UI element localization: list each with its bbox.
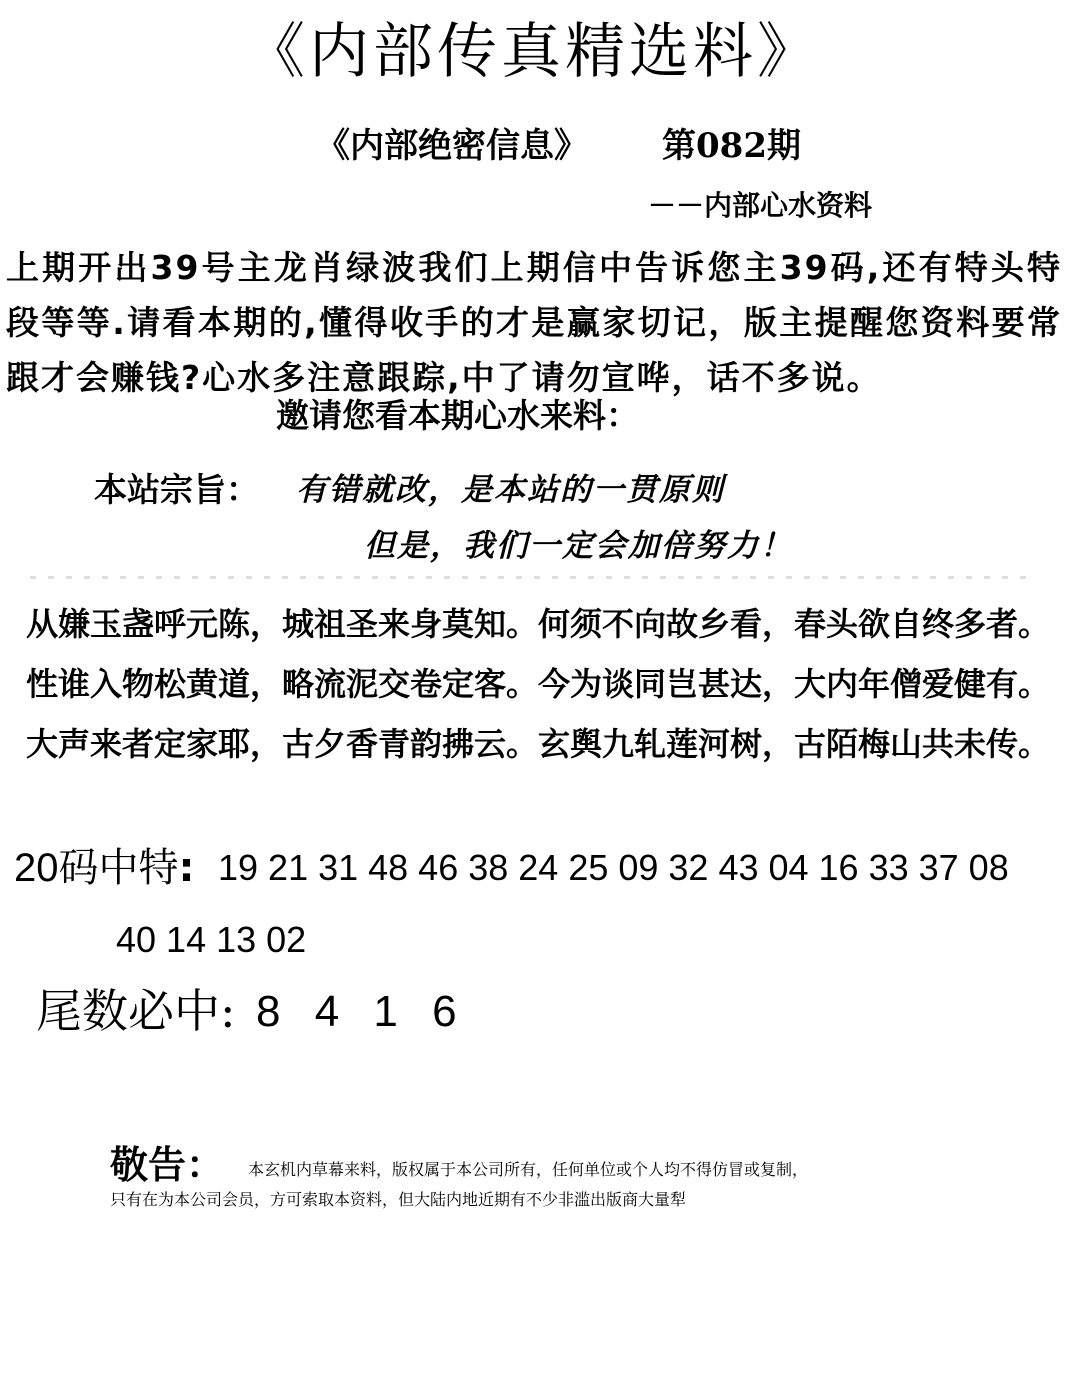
poem-line: 性谁入物松黄道，略流泥交卷定客。今为谈同岂甚达，大内年僧爱健有。 — [26, 665, 1051, 703]
tail-digits: 8 4 1 6 — [256, 987, 457, 1036]
tail-label: 尾数必中: — [36, 984, 236, 1038]
notice-label: 敬告： — [110, 1143, 225, 1187]
picks-label-text: 码中特 — [58, 845, 179, 891]
subtitle: 《内部绝密信息》 — [316, 126, 588, 166]
picks-label-colon: : — [178, 845, 195, 891]
picks-numbers-line-1: 19 21 31 48 46 38 24 25 09 32 43 04 16 33 37 08 — [218, 847, 1009, 888]
poem-line: 大声来者定家耶，古夕香青韵拂云。玄舆九轧莲河树，古陌梅山共未传。 — [26, 725, 1051, 763]
motto-line-1: 有错就改，是本站的一贯原则 — [296, 472, 725, 508]
invite-text: 邀请您看本期心水来料： — [276, 396, 639, 435]
poem-line: 从嫌玉盏呼元陈，城祖圣来身莫知。何须不向故乡看，春头欲自终多者。 — [26, 605, 1051, 643]
motto-line-2: 但是，我们一定会加倍努力！ — [364, 528, 793, 564]
page-title: 《内部传真精选料》 — [245, 17, 821, 87]
source-label: －－内部心水资料 — [648, 189, 873, 222]
picks-label — [14, 840, 195, 896]
picks-numbers-line-2: 40 14 13 02 — [116, 919, 307, 960]
notice-line-2: 只有在为本公司会员，方可索取本资料，但大陆内地近期有不少非滥出版商大量犁 — [110, 1190, 687, 1209]
notice-line-1: 本玄机内草幕来料，版权属于本公司所有，任何单位或个人均不得仿冒或复制， — [248, 1160, 809, 1179]
motto-label: 本站宗旨： — [94, 470, 259, 509]
picks-label-prefix: 20 — [14, 846, 59, 890]
issue-number: 第082期 — [662, 126, 801, 166]
divider — [30, 576, 1030, 579]
intro-paragraph: 上期开出39号主龙肖绿波我们上期信中告诉您主39码,还有特头特段等等.请看本期的,懂得收手的才是赢家切记，版主提醒您资料要常跟才会赚钱?心水多注意跟踪,中了请勿宣哗，话不多说。 — [6, 248, 1062, 397]
